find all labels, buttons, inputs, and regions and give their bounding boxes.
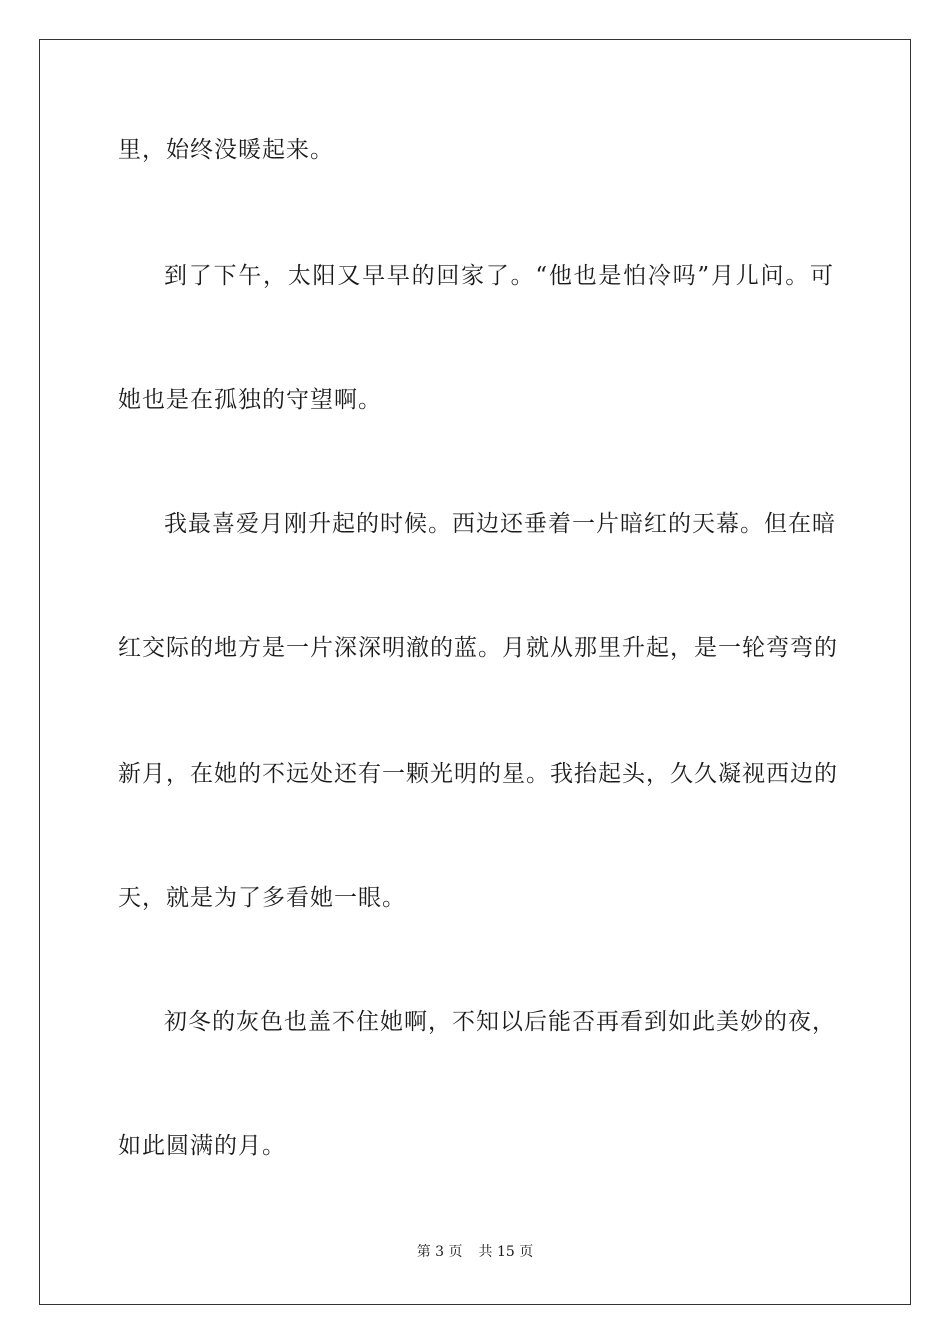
paragraph-start-line: 初冬的灰色也盖不住她啊，不知以后能否再看到如此美妙的夜， <box>164 1009 836 1035</box>
text-line: 她也是在孤独的守望啊。 <box>118 387 382 413</box>
page-number: 第 3 页 <box>416 1244 463 1260</box>
text-line: 新月，在她的不远处还有一颗光明的星。我抬起头，久久凝视西边的 <box>118 761 838 787</box>
text-line: 天，就是为了多看她一眼。 <box>118 885 406 911</box>
paragraph-start-line: 到了下午，太阳又早早的回家了。“他也是怕冷吗”月儿问。可 <box>164 263 834 289</box>
paragraph-start-line: 我最喜爱月刚升起的时候。西边还垂着一片暗红的天幕。但在暗 <box>164 511 836 537</box>
text-line: 红交际的地方是一片深深明澈的蓝。月就从那里升起，是一轮弯弯的 <box>118 635 838 661</box>
text-line: 里，始终没暖起来。 <box>118 137 334 163</box>
page-border <box>39 39 911 1305</box>
total-pages: 共 15 页 <box>478 1244 534 1260</box>
text-line: 如此圆满的月。 <box>118 1133 286 1159</box>
page-footer <box>0 1243 950 1261</box>
